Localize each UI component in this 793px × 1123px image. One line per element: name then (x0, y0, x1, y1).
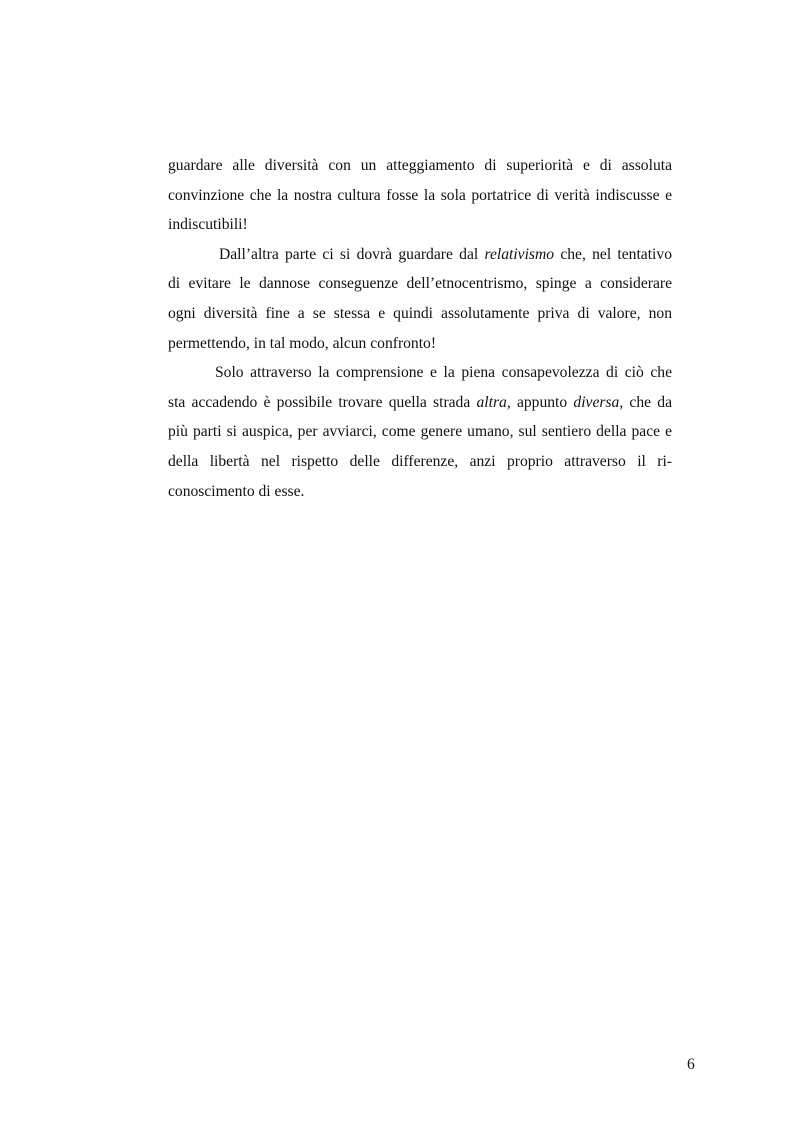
paragraph-etnocentrismo-end (168, 151, 672, 240)
text-line: più parti si auspica, per avviarci, come genere umano, sul sentiero della pace e (168, 423, 672, 441)
italic-term-altra: altra (476, 393, 507, 411)
paragraph-conclusione (168, 358, 672, 506)
italic-term-relativismo: relativismo (484, 245, 555, 263)
body-text (168, 151, 672, 506)
page-number: 6 (687, 1056, 695, 1073)
paragraph-relativismo (168, 240, 672, 358)
italic-term-diversa: diversa (573, 393, 620, 411)
text-line: Solo attraverso la comprensione e la piena consapevolezza di ciò che (215, 364, 672, 382)
text-line: della libertà nel rispetto delle differenze, anzi proprio attraverso il ri- (168, 452, 672, 470)
text-line: sta accadendo è possibile trovare quella strada altra, appunto diversa, che da (168, 393, 673, 411)
text-line: ogni diversità fine a se stessa e quindi assolutamente priva di valore, non (168, 304, 672, 322)
text-line: di evitare le dannose conseguenze dell’etnocentrismo, spinge a considerare (168, 275, 672, 293)
text-line: conoscimento di esse. (168, 482, 305, 500)
text-line: guardare alle diversità con un atteggiamento di superiorità e di assoluta (168, 157, 672, 174)
text-line: Dall’altra parte ci si dovrà guardare dal relativismo che, nel tentativo (219, 245, 672, 263)
text-line: convinzione che la nostra cultura fosse la sola portatrice di verità indiscusse e (168, 186, 672, 204)
text-line: permettendo, in tal modo, alcun confronto! (168, 334, 437, 352)
text-line: indiscutibili! (168, 216, 248, 234)
